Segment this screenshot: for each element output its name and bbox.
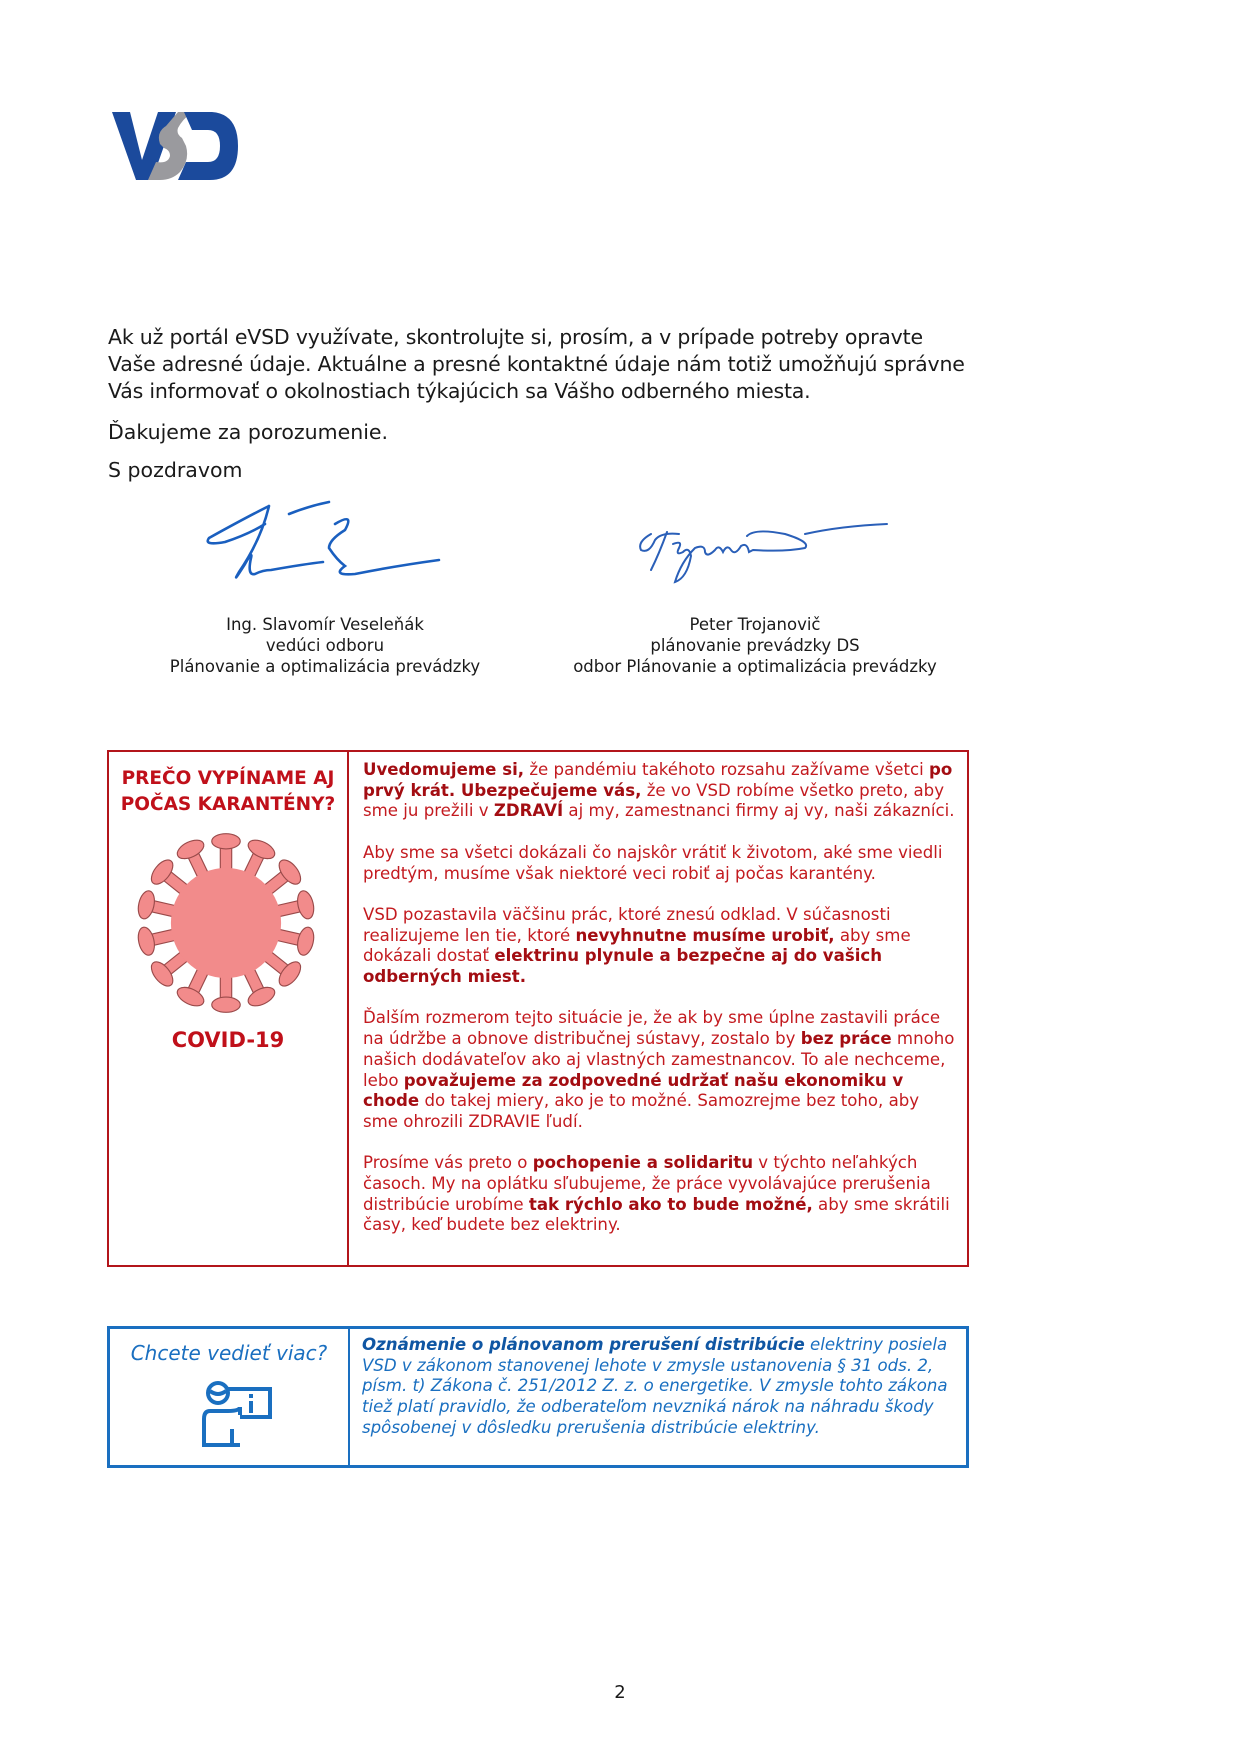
legal-info-box — [107, 1326, 969, 1468]
signer-trojanovic — [545, 614, 965, 677]
intro-text: Ak už portál eVSD využívate, skontrolujte si, prosím, a v prípade potreby opravte Vaše adresné údaje. Aktuálne a presné kontaktné údaje nám totiž umožňujú správne Vás informovať o okolnostiach týkajúcich sa Vášho odberného miesta. — [108, 325, 965, 403]
emphasis: Uvedomujeme si, — [363, 760, 525, 779]
covid-paragraph-3 — [363, 905, 957, 988]
info-box-content — [350, 1329, 966, 1465]
emphasis: Oznámenie o plánovanom prerušení distribúcie — [362, 1335, 805, 1354]
covid-paragraph-2: Aby sme sa všetci dokázali čo najskôr vrátiť k životom, aké sme viedli predtým, musíme však niektoré veci robiť aj počas karantény. — [363, 842, 943, 883]
text: aby sme skrátili časy, keď budete bez elektriny. — [363, 1194, 950, 1235]
text: VSD pozastavila väčšinu prác, ktoré znesú odklad. V súčasnosti realizujeme len tie, ktoré — [363, 904, 891, 945]
emphasis: považujeme za zodpovedné udržať našu ekonomiku v chode — [363, 1070, 904, 1111]
covid-title-line-1: PREČO VYPÍNAME AJ — [121, 768, 335, 789]
signer-name: Ing. Slavomír Veseleňák — [226, 615, 424, 634]
emphasis: ZDRAVÍ — [493, 801, 564, 821]
covid-paragraph-4 — [363, 1008, 957, 1132]
text: mnoho našich dodávateľov ako aj vlastných zamestnancov. To ale nechceme, lebo — [363, 1029, 955, 1090]
text: Prosíme vás preto o — [363, 1153, 533, 1173]
signer-role: plánovanie prevádzky DS — [650, 636, 860, 655]
signer-department: Plánovanie a optimalizácia prevádzky — [169, 657, 481, 676]
signature-trojanovic — [635, 512, 890, 587]
signer-veselenak — [115, 614, 535, 677]
covid-label: COVID-19 — [171, 1028, 285, 1052]
text: do takej miery, ako je to možné. Samozrejme bez toho, aby sme ohrozili ZDRAVIE ľudí. — [363, 1091, 920, 1131]
info-person-icon — [200, 1379, 272, 1449]
text: že vo VSD robíme všetko preto, aby sme ju prežili v — [363, 780, 945, 821]
signature-veselenak — [205, 500, 460, 595]
emphasis: elektrinu plynule a bezpečne aj do vašich odberných miest. — [363, 946, 883, 986]
covid-box-sidebar — [109, 752, 349, 1265]
intro-paragraph — [108, 324, 968, 405]
emphasis: pochopenie a solidaritu — [532, 1153, 754, 1173]
signer-department: odbor Plánovanie a optimalizácia prevádzky — [573, 657, 937, 676]
info-box-title: Chcete vedieť viac? — [130, 1341, 328, 1365]
emphasis: tak rýchlo ako to bude možné, — [528, 1194, 813, 1214]
signer-name: Peter Trojanovič — [689, 615, 821, 634]
covid-title-line-2: POČAS KARANTÉNY? — [120, 794, 336, 815]
covid-box-content — [349, 752, 967, 1265]
text: Ďalším rozmerom tejto situácie je, že ak by sme úplne zastavili práce na údržbe a obnove distribučnej sústavy, zostalo by — [363, 1008, 941, 1049]
page-number: 2 — [614, 1682, 626, 1703]
text: v týchto neľahkých časoch. My na oplátku sľubujeme, že práce vyvolávajúce prerušenia distribúcie urobíme — [363, 1153, 931, 1214]
covid-paragraph-5 — [363, 1153, 957, 1236]
covid-info-box — [107, 750, 969, 1267]
emphasis: bez práce — [800, 1029, 892, 1049]
emphasis: po prvý krát. Ubezpečujeme vás, — [363, 760, 953, 800]
regards-line: S pozdravom — [108, 458, 243, 482]
covid-paragraph-1 — [363, 760, 957, 822]
thanks-line: Ďakujeme za porozumenie. — [108, 420, 389, 444]
info-box-sidebar — [110, 1329, 350, 1465]
signer-role: vedúci odboru — [265, 636, 385, 655]
text: elektriny posiela VSD v zákonom stanovenej lehote v zmysle ustanovenia § 31 ods. 2, písm. t) Zákona č. 251/2012 Z. z. o energetike. V zmysle tohto zákona tiež platí pravidlo, že odberateľom nevzniká nárok na náhradu škody spôsobenej v dôsledku prerušenia distribúcie elektriny. — [362, 1335, 948, 1437]
text: že pandémiu takéhoto rozsahu zažívame všetci — [524, 760, 930, 779]
covid-box-title — [109, 766, 347, 818]
text: aby sme dokázali dostať — [363, 925, 911, 966]
virus-icon — [131, 828, 321, 1018]
emphasis: nevyhnutne musíme urobiť, — [575, 925, 835, 945]
vsd-logo — [112, 110, 238, 182]
text: aj my, zamestnanci firmy aj vy, naši zákazníci. — [563, 801, 955, 821]
